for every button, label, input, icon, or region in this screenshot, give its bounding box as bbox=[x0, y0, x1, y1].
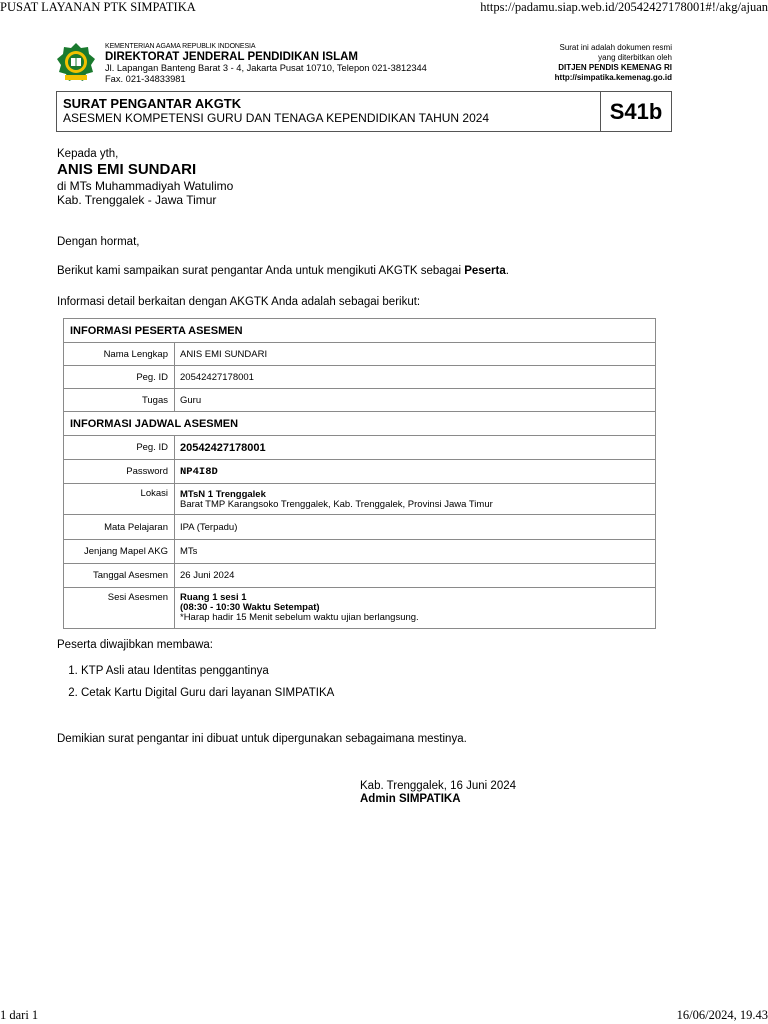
assessment-info-table bbox=[63, 318, 656, 629]
document-subtitle: ASESMEN KOMPETENSI GURU DAN TENAGA KEPENDIDIKAN TAHUN 2024 bbox=[63, 111, 490, 125]
print-header-title: PUSAT LAYANAN PTK SIMPATIKA bbox=[0, 0, 196, 14]
row-label: Nama Lengkap bbox=[64, 343, 175, 366]
print-header-url: https://padamu.siap.web.id/20542427178001#!/akg/ajuan bbox=[480, 0, 768, 14]
table-row bbox=[64, 484, 656, 515]
subject-label: Mata Pelajaran bbox=[64, 515, 175, 540]
letterhead-address: Jl. Lapangan Banteng Barat 3 - 4, Jakarta Pusat 10710, Telepon 021-3812344 bbox=[105, 63, 427, 73]
list-item: 1. KTP Asli atau Identitas penggantinya bbox=[81, 664, 334, 678]
print-footer bbox=[0, 1008, 768, 1024]
table-row bbox=[64, 515, 656, 540]
signature-place-date: Kab. Trenggalek, 16 Juni 2024 bbox=[360, 780, 517, 792]
letterhead-fax: Fax. 021-34833981 bbox=[105, 74, 186, 84]
row-label: Peg. ID bbox=[64, 366, 175, 389]
date-label: Tanggal Asesmen bbox=[64, 564, 175, 588]
recipient-school: di MTs Muhammadiyah Watulimo bbox=[57, 179, 234, 193]
table-row bbox=[64, 389, 656, 412]
row-value: ANIS EMI SUNDARI bbox=[175, 343, 656, 366]
table-row bbox=[64, 436, 656, 460]
salutation: Dengan hormat, bbox=[57, 236, 140, 248]
location-value bbox=[175, 484, 656, 515]
table-row bbox=[64, 588, 656, 629]
table-row bbox=[64, 343, 656, 366]
table-row bbox=[64, 564, 656, 588]
print-header bbox=[0, 0, 768, 16]
intro-paragraph bbox=[57, 264, 509, 278]
signature-block bbox=[360, 780, 516, 806]
official-note-website: http://simpatika.kemenag.go.id bbox=[554, 73, 672, 82]
official-note-line1: Surat ini adalah dokumen resmi bbox=[559, 43, 672, 52]
session-note: *Harap hadir 15 Menit sebelum waktu ujian berlangsung. bbox=[180, 612, 419, 623]
password-value: NP4I8D bbox=[175, 460, 656, 484]
intro-end: . bbox=[505, 265, 509, 277]
session-value bbox=[175, 588, 656, 629]
peg-id-label: Peg. ID bbox=[64, 436, 175, 460]
official-note-line2: yang diterbitkan oleh bbox=[598, 53, 672, 62]
recipient-region: Kab. Trenggalek - Jawa Timur bbox=[57, 193, 217, 207]
table-row bbox=[64, 366, 656, 389]
document-title: SURAT PENGANTAR AKGTK bbox=[63, 96, 242, 111]
location-name: MTsN 1 Trenggalek bbox=[180, 488, 266, 500]
closing-paragraph: Demikian surat pengantar ini dibuat untuk dipergunakan sebagaimana mestinya. bbox=[57, 733, 467, 745]
location-label: Lokasi bbox=[64, 484, 175, 515]
list-item: 2. Cetak Kartu Digital Guru dari layanan SIMPATIKA bbox=[81, 686, 334, 700]
official-note-issuer: DITJEN PENDIS KEMENAG RI bbox=[558, 63, 672, 72]
subject-value: IPA (Terpadu) bbox=[175, 515, 656, 540]
letterhead bbox=[56, 42, 672, 90]
date-value: 26 Juni 2024 bbox=[175, 564, 656, 588]
location-address: Barat TMP Karangsoko Trenggalek, Kab. Trenggalek, Provinsi Jawa Timur bbox=[180, 498, 493, 510]
letterhead-ministry: KEMENTERIAN AGAMA REPUBLIK INDONESIA bbox=[105, 43, 256, 50]
session-time: (08:30 - 10:30 Waktu Setempat) bbox=[180, 602, 320, 613]
level-value: MTs bbox=[175, 540, 656, 564]
recipient-block bbox=[57, 148, 233, 207]
participant-info-heading: INFORMASI PESERTA ASESMEN bbox=[64, 319, 656, 343]
table-row bbox=[64, 540, 656, 564]
kemenag-logo-icon bbox=[56, 42, 96, 84]
row-value: Guru bbox=[175, 389, 656, 412]
level-label: Jenjang Mapel AKG bbox=[64, 540, 175, 564]
schedule-info-heading: INFORMASI JADWAL ASESMEN bbox=[64, 412, 656, 436]
intro-text: Berikut kami sampaikan surat pengantar Anda untuk mengikuti AKGTK sebagai bbox=[57, 265, 465, 277]
bring-intro: Peserta diwajibkan membawa: bbox=[57, 639, 213, 651]
print-footer-page: 1 dari 1 bbox=[0, 1008, 39, 1022]
session-label: Sesi Asesmen bbox=[64, 588, 175, 629]
document-code: S41b bbox=[600, 92, 671, 131]
detail-intro: Informasi detail berkaitan dengan AKGTK Anda adalah sebagai berikut: bbox=[57, 296, 421, 308]
intro-role: Peserta bbox=[464, 265, 506, 277]
row-value: 20542427178001 bbox=[175, 366, 656, 389]
table-row bbox=[64, 460, 656, 484]
peg-id-value: 20542427178001 bbox=[175, 436, 656, 460]
letterhead-official-note bbox=[555, 43, 672, 83]
session-room: Ruang 1 sesi 1 bbox=[180, 592, 247, 603]
print-footer-datetime: 16/06/2024, 19.43 bbox=[676, 1008, 768, 1022]
document-title-box bbox=[56, 91, 672, 132]
signature-signer: Admin SIMPATIKA bbox=[360, 793, 461, 805]
letterhead-directorate: DIREKTORAT JENDERAL PENDIDIKAN ISLAM bbox=[105, 51, 359, 63]
bring-list bbox=[57, 664, 334, 708]
password-label: Password bbox=[64, 460, 175, 484]
row-label: Tugas bbox=[64, 389, 175, 412]
recipient-name: ANIS EMI SUNDARI bbox=[57, 161, 197, 178]
recipient-greeting: Kepada yth, bbox=[57, 148, 119, 160]
